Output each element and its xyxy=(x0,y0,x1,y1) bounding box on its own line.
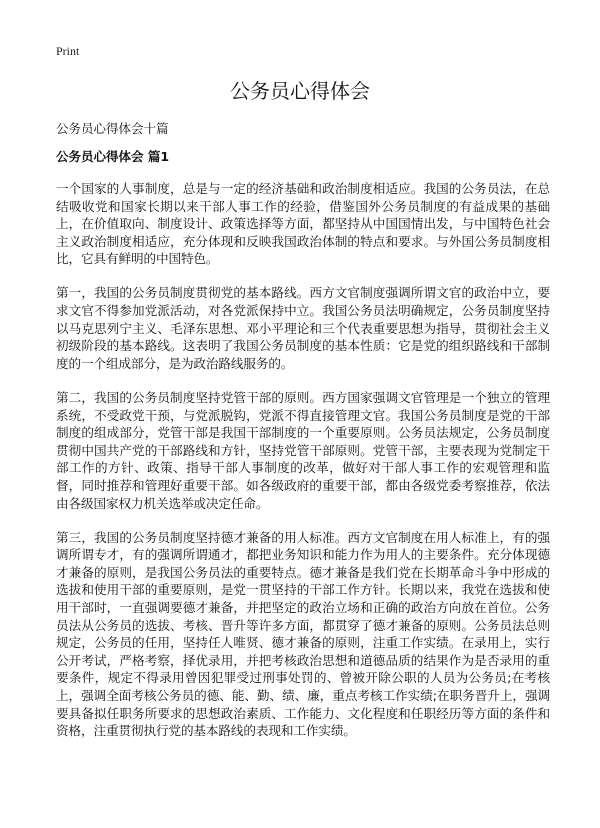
section-heading: 公务员心得体会 篇1 xyxy=(56,149,170,164)
print-label[interactable]: Print xyxy=(56,44,80,58)
document-title: 公务员心得体会 xyxy=(230,79,370,103)
paragraph-third-point: 第三，我国的公务员制度坚持德才兼备的用人标准。西方文官制度在用人标准上，有的强调所谓专才，有的强调所谓通才，都把业务知识和能力作为用人的主要条件。充分体现德才兼备的原则，是我国公务员法的重要特点。德才兼备是我们党在长期革命斗争中形成的选拔和使用干部的重要原则，是党一贯坚持的干部工作方针。长期以来，我党在选拔和使用干部时，一直强调要德才兼备，并把坚定的政治立场和正确的政治方向放在首位。公务员法从公务员的选拔、考核、晋升等许多方面，都贯穿了德才兼备的原则。公务员法总则规定，公务员的任用，坚持任人唯贤、德才兼备的原则，注重工作实绩。在录用上，实行公开考试，严格考察，择优录用，并把考核政治思想和道德品质的结果作为是否录用的重要条件，规定不得录用曾因犯罪受过刑事处罚的、曾被开除公职的人员为公务员;在考核上，强调全面考核公务员的德、能、勤、绩、廉，重点考核工作实绩;在职务晋升上，强调要具备拟任职务所要求的思想政治素质、工作能力、文化程度和任职经历等方面的条件和资格，注重贯彻执行党的基本路线的表现和工作实绩。 xyxy=(56,529,550,739)
document-body xyxy=(56,180,550,756)
paragraph-first-point: 第一，我国的公务员制度贯彻党的基本路线。西方文官制度强调所谓文官的政治中立，要求文官不得参加党派活动，对各党派保持中立。我国公务员法明确规定，公务员制度坚持以马克思列宁主义、毛泽东思想、邓小平理论和三个代表重要思想为指导，贯彻社会主义初级阶段的基本路线。这表明了我国公务员制度的基本性质：它是党的组织路线和干部制度的一个组成部分，是为政治路线服务的。 xyxy=(56,285,550,371)
paragraph-second-point: 第二，我国的公务员制度坚持党管干部的原则。西方国家强调文官管理是一个独立的管理系统，不受政党干预，与党派脱钩，党派不得直接管理文官。我国公务员制度是党的干部制度的组成部分，党管干部是我国干部制度的一个重要原则。公务员法规定，公务员制度贯彻中国共产党的干部路线和方针，坚持党管干部原则。党管干部，主要表现为党制定干部工作的方针、政策、指导干部人事制度的改革，做好对干部人事工作的宏观管理和监督，同时推荐和管理好重要干部。如各级政府的重要干部，都由各级党委考察推荐，依法由各级国家权力机关选举或决定任命。 xyxy=(56,389,550,511)
paragraph-intro: 一个国家的人事制度，总是与一定的经济基础和政治制度相适应。我国的公务员法，在总结吸收党和国家长期以来干部人事工作的经验，借鉴国外公务员制度的有益成果的基础上，在价值取向、制度设计、政策选择等方面，都坚持从中国国情出发，与中国特色社会主义政治制度相适应，充分体现和反映我国政治体制的特点和要求。与外国公务员制度相比，它具有鲜明的中国特色。 xyxy=(56,181,550,267)
document-subtitle: 公务员心得体会十篇 xyxy=(56,121,169,136)
